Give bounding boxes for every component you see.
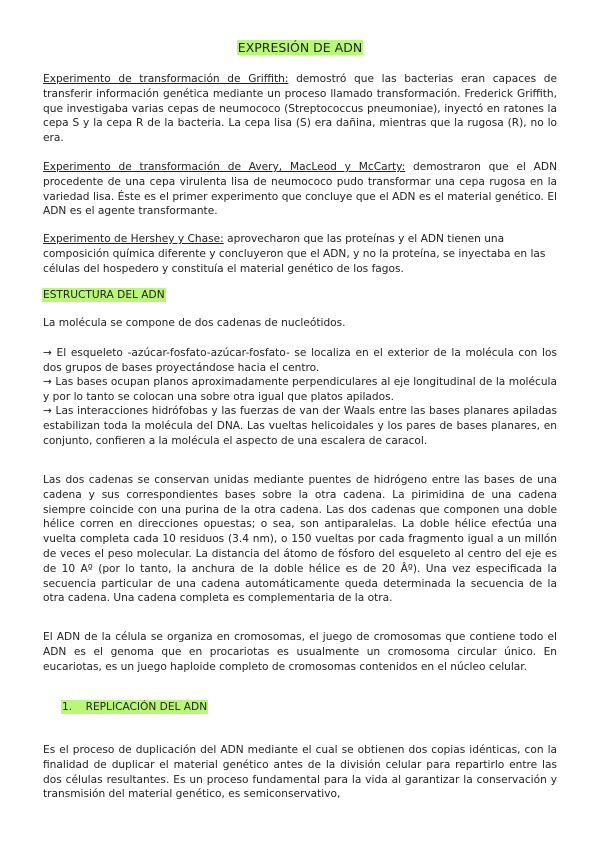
griffith-experiment-text: demostró que las bacterias eran capaces de transferir información genética mediante un proceso llamado transformación. Frederick Griffith, que investigaba varias cepas de neumococo (Streptococcus pneumoniae), inyectó en ratones la cepa S y la cepa R de la bacteria. La cepa lisa (S) era dañina, mientras que la rugosa (R), no lo era. — [43, 73, 557, 145]
griffith-experiment-name: Experimento de transformación de Griffith: — [43, 73, 289, 85]
structure-heading: ESTRUCTURA DEL ADN — [43, 289, 165, 301]
hershey-experiment-name: Experimento de Hershey y Chase: — [43, 233, 224, 245]
replication-number: 1. — [62, 701, 73, 713]
structure-bullet-2: → Las bases ocupan planos aproximadamente perpendiculares al eje longitudinal de la molécula y por lo tanto se colocan una sobre otra igual que platos apilados. — [43, 376, 557, 403]
avery-experiment-text: demostraron que el ADN procedente de una cepa virulenta lisa de neumococo pudo transformar una cepa rugosa en la variedad lisa. Éste es el primer experimento que concluye que el ADN es el material genético. El ADN es el agente transformante. — [43, 161, 557, 218]
avery-paragraph — [43, 160, 557, 219]
title-text: EXPRESIÓN DE ADN — [237, 40, 363, 55]
document-title — [0, 40, 600, 55]
avery-experiment-name: Experimento de transformación de Avery, MacLeod y McCarty: — [43, 161, 406, 173]
structure-bullet-1: → El esqueleto -azúcar-fosfato-azúcar-fosfato- se localiza en el exterior de la molécula con los dos grupos de bases proyectándose hacia el centro. — [43, 347, 557, 374]
hershey-paragraph — [43, 232, 557, 276]
replication-paragraph: Es el proceso de duplicación del ADN mediante el cual se obtienen dos copias idénticas, con la finalidad de duplicar el material genético antes de la división celular para repartirlo entre las dos células resultantes. Es un proceso fundamental para la vida al garantizar la conservación y transmisión del material genético, es semiconservativo, — [43, 744, 557, 801]
replication-heading-text: REPLICACIÓN DEL ADN — [85, 701, 208, 713]
structure-intro: La molécula se compone de dos cadenas de nucleótidos. — [43, 317, 346, 329]
structure-paragraph-1: Las dos cadenas se conservan unidas mediante puentes de hidrógeno entre las bases de una cadena y sus correspondientes bases sobre la otra cadena. La pirimidina de una cadena siempre coincide con una purina de la otra cadena. Las dos cadenas que componen una doble hélice corren en direcciones opuestas; o sea, son antiparalelas. La doble hélice efectúa una vuelta completa cada 10 residuos (3.4 nm), o 150 vueltas por cada fragmento igual a un millón de veces el peso molecular. La distancia del átomo de fósforo del esqueleto al centro del eje es de 10 Aº (por lo tanto, la anchura de la doble hélice es de 20 Âº). Una vez especificada la secuencia particular de una cadena automáticamente queda determinada la secuencia de la otra cadena. Una cadena completa es complementaria de la otra. — [43, 474, 557, 605]
hershey-experiment-text: aprovecharon que las proteínas y el ADN tienen una composición química diferente y concluyeron que el ADN, y no la proteína, se inyectaba en las células del hospedero y constituía el material genético de los fagos. — [43, 233, 546, 275]
structure-paragraph-2: El ADN de la célula se organiza en cromosomas, el juego de cromosomas que contiene todo el ADN es el genoma que en procariotas es usualmente un cromosoma circular único. En eucariotas, es un juego haploide completo de cromosomas contenidos en el núcleo celular. — [43, 631, 557, 673]
replication-heading — [61, 700, 208, 714]
griffith-paragraph — [43, 72, 557, 146]
structure-bullet-3: → Las interacciones hidrófobas y las fuerzas de van der Waals entre las bases planares apiladas estabilizan toda la molécula del DNA. Las vueltas helicoidales y los pares de bases planares, en conjunto, confieren a la molécula el aspecto de una escalera de caracol. — [43, 405, 557, 447]
